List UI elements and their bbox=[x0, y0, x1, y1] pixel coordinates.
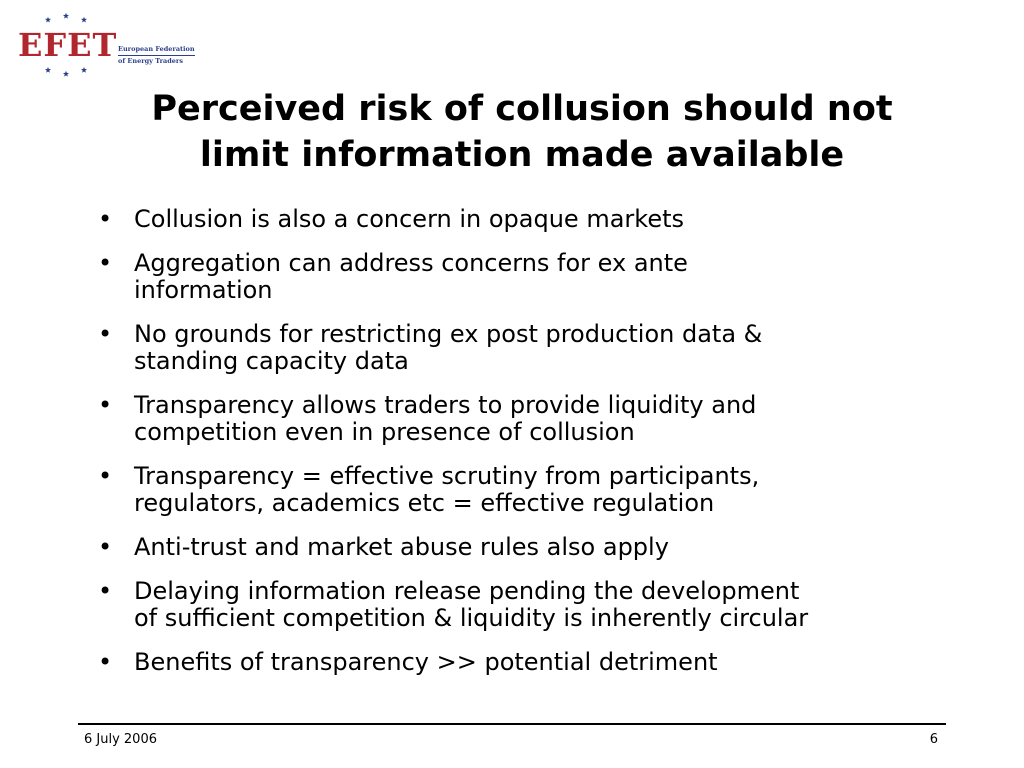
bullet-text-line: competition even in presence of collusion bbox=[134, 418, 635, 446]
bullet-text-line: Collusion is also a concern in opaque markets bbox=[134, 205, 684, 233]
slide-title bbox=[60, 86, 984, 178]
bullet-item bbox=[94, 649, 974, 676]
bullet-dot-icon: • bbox=[98, 391, 113, 419]
logo-star-icon bbox=[45, 17, 51, 23]
bullet-dot-icon: • bbox=[98, 577, 113, 605]
bullet-dot-icon: • bbox=[98, 462, 113, 490]
bullet-text-line: Benefits of transparency >> potential detriment bbox=[134, 648, 718, 676]
bullet-item bbox=[94, 392, 974, 446]
bullet-dot-icon: • bbox=[98, 533, 113, 561]
bullet-item bbox=[94, 206, 974, 233]
bullet-item bbox=[94, 578, 974, 632]
bullet-list bbox=[94, 206, 974, 693]
logo-subtitle-line-1: European Federation bbox=[118, 44, 195, 56]
footer-divider bbox=[78, 723, 946, 725]
logo-star-icon bbox=[45, 67, 51, 73]
slide-title-line-1: Perceived risk of collusion should not bbox=[151, 89, 893, 129]
bullet-text-line: regulators, academics etc = effective regulation bbox=[134, 489, 715, 517]
bullet-dot-icon: • bbox=[98, 320, 113, 348]
bullet-item bbox=[94, 321, 974, 375]
bullet-text-line: Anti-trust and market abuse rules also apply bbox=[134, 533, 669, 561]
logo-subtitle bbox=[118, 44, 195, 67]
bullet-text-line: Transparency = effective scrutiny from participants, bbox=[134, 462, 760, 490]
slide-title-line-2: limit information made available bbox=[199, 135, 845, 175]
efet-logo bbox=[14, 10, 195, 80]
logo-star-icon bbox=[63, 71, 69, 77]
footer-date: 6 July 2006 bbox=[84, 732, 157, 747]
bullet-text-line: information bbox=[134, 276, 273, 304]
bullet-text-line: Delaying information release pending the development bbox=[134, 577, 800, 605]
bullet-text-line: Transparency allows traders to provide liquidity and bbox=[134, 391, 757, 419]
bullet-dot-icon: • bbox=[98, 249, 113, 277]
page-number: 6 bbox=[929, 732, 938, 747]
logo-star-icon bbox=[81, 17, 87, 23]
logo-wordmark: EFET bbox=[18, 26, 118, 64]
logo-star-icon bbox=[81, 67, 87, 73]
bullet-text-line: Aggregation can address concerns for ex ante bbox=[134, 249, 688, 277]
logo-subtitle-line-2: of Energy Traders bbox=[118, 57, 183, 65]
bullet-text-line: of sufficient competition & liquidity is inherently circular bbox=[134, 604, 809, 632]
bullet-item bbox=[94, 463, 974, 517]
bullet-text-line: No grounds for restricting ex post production data & bbox=[134, 320, 763, 348]
bullet-text-line: standing capacity data bbox=[134, 347, 409, 375]
bullet-dot-icon: • bbox=[98, 205, 113, 233]
bullet-item bbox=[94, 250, 974, 304]
logo-star-icon bbox=[63, 13, 69, 19]
bullet-item bbox=[94, 534, 974, 561]
bullet-dot-icon: • bbox=[98, 648, 113, 676]
